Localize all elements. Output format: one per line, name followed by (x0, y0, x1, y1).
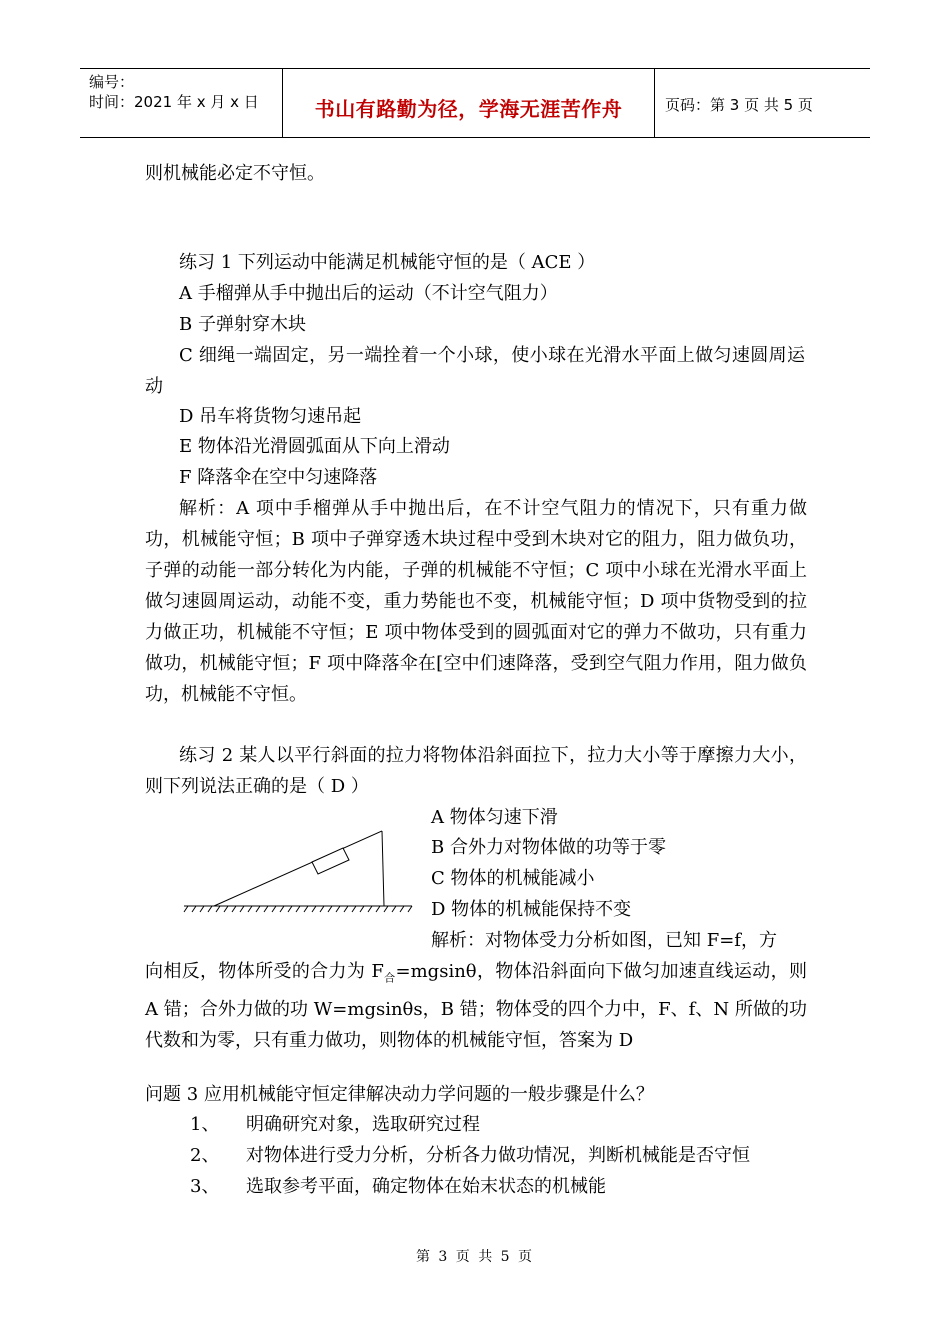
step1-text: 明确研究对象，选取研究过程 (246, 1114, 480, 1135)
step3-text: 选取参考平面，确定物体在始末状态的机械能 (246, 1176, 606, 1197)
exercise1-option-b: B 子弹射穿木块 (179, 314, 306, 335)
exercise1-analysis: 解析：A 项中手榴弹从手中抛出后，在不计空气阻力的情况下，只有重力做功，机械能守恒；B 项中子弹穿透木块过程中受到木块对它的阻力，阻力做负功，子弹的动能一部分转化为内能，子弹的机械能不守恒；C 项中小球在光滑水平面上做匀速圆周运动，动能不变，重力势能也不变，机械能守恒；D 项中货物受到的拉力做正功，机械能不守恒；E 项中物体受到的圆弧面对它的弹力不做功，只有重力做功，机械能守恒；F 项中降落伞在[空中们速降落，受到空气阻力作用，阻力做负功，机械能不守恒。 (145, 498, 807, 705)
block-on-incline (312, 848, 349, 874)
exercise2-analysis-first: 解析：对物体受力分析如图，已知 F=f，方 (431, 930, 777, 951)
analysis-subscript: 合 (383, 971, 396, 985)
exercise1-option-c: C 细绳一端固定，另一端拴着一个小球，使小球在光滑水平面上做匀速圆周运动 (145, 345, 805, 397)
exercise1-option-d: D 吊车将货物匀速吊起 (179, 406, 362, 427)
exercise2-option-b: B 合外力对物体做的功等于零 (431, 837, 666, 858)
incline-surface (214, 831, 382, 906)
exercise1-option-a: A 手榴弹从手中抛出后的运动（不计空气阻力） (179, 283, 558, 304)
exercise1-question: 练习 1 下列运动中能满足机械能守恒的是（ ACE ） (179, 252, 596, 273)
exercise2-question: 练习 2 某人以平行斜面的拉力将物体沿斜面拉下，拉力大小等于摩擦力大小，则下列说法正确的是（ D ） (145, 745, 807, 797)
question3-title: 问题 3 应用机械能守恒定律解决动力学问题的一般步骤是什么？ (145, 1084, 654, 1105)
header-motto: 书山有路勤为径，学海无涯苦作舟 (283, 69, 655, 137)
exercise1-option-f: F 降落伞在空中匀速降落 (179, 467, 378, 488)
step3-number: 3、 (190, 1176, 220, 1197)
exercise1-option-e: E 物体沿光滑圆弧面从下向上滑动 (179, 436, 450, 457)
page-footer: 第 3 页 共 5 页 (415, 1249, 535, 1265)
analysis-text-post: =mgsinθ，物体沿斜面向下做匀加速直线运动，则 A 错；合外力做的功 W=mgsinθs，B 错；物体受的四个力中，F、f、N 所做的功代数和为零，只有重力做功，则物体的机械能守恒，答案为 D (145, 961, 807, 1051)
ground-hatching (184, 906, 412, 912)
exercise2-option-a: A 物体匀速下滑 (431, 807, 558, 828)
header-meta (80, 69, 283, 137)
step2-text: 对物体进行受力分析，分析各力做功情况，判断机械能是否守恒 (246, 1145, 750, 1166)
exercise2-analysis (145, 956, 807, 1056)
number-label: 编号： (89, 73, 135, 91)
step2-number: 2、 (190, 1145, 220, 1166)
incline-diagram (180, 826, 416, 916)
page-header (80, 68, 870, 138)
intro-line: 则机械能必定不守恒。 (145, 163, 325, 184)
analysis-text-pre: 向相反，物体所受的合力为 F (145, 961, 384, 982)
exercise2-option-d: D 物体的机械能保持不变 (431, 899, 632, 920)
header-page-label: 页码：第 3 页 共 5 页 (665, 96, 813, 114)
incline-wall (382, 831, 384, 906)
exercise2-option-c: C 物体的机械能减小 (431, 868, 595, 889)
time-label: 时间：2021 年 x 月 x 日 (89, 93, 259, 111)
step1-number: 1、 (190, 1114, 220, 1135)
